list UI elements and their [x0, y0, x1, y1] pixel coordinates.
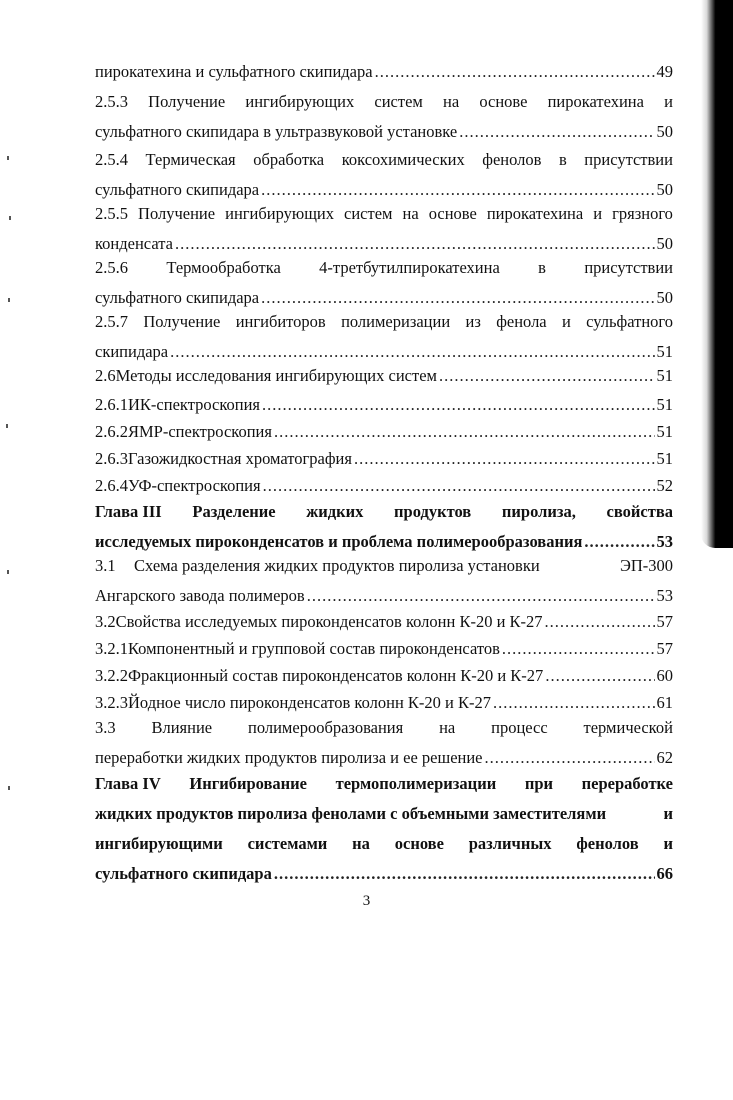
toc-entry-text: ЯМР-спектроскопия	[128, 422, 272, 441]
toc-entry-text: Фракционный состав пироконденсатов колонн К-20 и К-27	[128, 666, 544, 685]
toc-entry: 3.1 Схема разделения жидких продуктов пиролиза установки ЭП-300 Ангарского завода полимеров ..... 53	[95, 556, 673, 606]
toc-entry-text: Компонентный и групповой состав пироконденсатов	[128, 639, 500, 658]
toc-section-number: 2.6.4	[95, 476, 128, 495]
toc-entry-text: пирокатехина и сульфатного скипидара	[95, 62, 373, 81]
chapter-label: Глава IV	[95, 774, 161, 793]
toc-entry-text: сульфатного скипидара в ультразвуковой установке	[95, 122, 458, 141]
toc-entry	[95, 476, 673, 496]
scan-speck	[7, 570, 9, 574]
dot-leader	[502, 639, 655, 659]
toc-entry-text: скипидара	[95, 342, 169, 361]
toc-section-number: 3.1	[95, 556, 116, 575]
toc-page-number: 62	[656, 748, 673, 767]
toc-section-number: 2.6.1	[95, 395, 128, 414]
toc-page-number: 50	[656, 122, 673, 141]
toc-entry-text: сульфатного скипидара	[95, 288, 260, 307]
toc-page-number: 53	[656, 532, 673, 551]
toc-entry-text: Методы исследования ингибирующих систем	[115, 366, 437, 385]
dot-leader	[262, 395, 654, 415]
scan-speck	[7, 156, 9, 160]
toc-page-number: 53	[656, 586, 673, 605]
dot-leader	[545, 612, 655, 632]
dot-leader	[307, 586, 655, 606]
dot-leader	[175, 234, 655, 254]
toc-section-number: 2.5.4	[95, 150, 128, 169]
toc-section-number: 3.3	[95, 718, 116, 737]
toc-page-number: 50	[656, 234, 673, 253]
toc-page-number: 61	[656, 693, 673, 712]
dot-leader	[375, 62, 655, 82]
dot-leader	[493, 693, 655, 713]
dot-leader	[354, 449, 655, 469]
toc-section-number: 3.2	[95, 612, 116, 631]
toc-entry	[95, 666, 673, 686]
scan-edge-shadow	[701, 0, 733, 548]
toc-entry	[95, 62, 673, 82]
toc-entry	[95, 366, 673, 386]
toc-section-number: 3.2.1	[95, 639, 128, 658]
dot-leader	[170, 342, 654, 362]
toc-entry-text: исследуемых пироконденсатов и проблема полимерообразования	[95, 532, 583, 551]
dot-leader	[274, 422, 655, 442]
dot-leader	[274, 864, 655, 884]
toc-section-number: 2.6.3	[95, 449, 128, 468]
toc-entry-text: Йодное число пироконденсатов колонн К-20 и К-27	[128, 693, 491, 712]
toc-entry: 2.5.4 Термическая обработка коксохимических фенолов в присутствии сульфатного скипидара ..... 50	[95, 150, 673, 200]
toc-section-number: 2.5.6	[95, 258, 128, 277]
toc-page-number: 49	[656, 62, 673, 81]
toc-entry-text: конденсата	[95, 234, 173, 253]
toc-entry-text: УФ-спектроскопия	[128, 476, 261, 495]
toc-page-number: 51	[656, 366, 673, 385]
toc-entry-text: Ангарского завода полимеров	[95, 586, 305, 605]
toc-chapter-entry: Глава III Разделение жидких продуктов пиролиза, свойства исследуемых пироконденсатов и проблема полимерообразования ..... 53	[95, 502, 673, 552]
toc-entry-text: сульфатного скипидара	[95, 180, 260, 199]
toc-section-number: 2.6	[95, 366, 116, 385]
toc-entry	[95, 639, 673, 659]
toc-entry-text: ИК-спектроскопия	[128, 395, 261, 414]
scan-speck	[8, 786, 10, 790]
toc-page-number: 51	[656, 395, 673, 414]
toc-entry	[95, 449, 673, 469]
toc-entry	[95, 395, 673, 415]
toc-entry: 3.3 Влияние полимерообразования на процесс термической переработки жидких продуктов пиролиза и ее решение ..... 62	[95, 718, 673, 768]
toc-entry-text: сульфатного скипидара	[95, 864, 272, 883]
toc-page-number: 51	[656, 422, 673, 441]
toc-section-number: 2.5.7	[95, 312, 128, 331]
toc-entry-text: переработки жидких продуктов пиролиза и ее решение	[95, 748, 483, 767]
toc-entry: 2.5.3 Получение ингибирующих систем на основе пирокатехина и сульфатного скипидара в ультразвуковой установке ..... 50	[95, 92, 673, 142]
page-number: 3	[362, 893, 371, 909]
toc-entry: 2.5.5 Получение ингибирующих систем на основе пирокатехина и грязного конденсата ..... 50	[95, 204, 673, 254]
dot-leader	[261, 288, 654, 308]
dot-leader	[459, 122, 654, 142]
dot-leader	[261, 180, 654, 200]
toc-section-number: 2.5.5	[95, 204, 128, 223]
toc-section-number: 3.2.2	[95, 666, 128, 685]
scan-speck	[6, 424, 8, 428]
toc-page-number: 66	[656, 864, 673, 883]
toc-entry: 2.5.7 Получение ингибиторов полимеризации из фенола и сульфатного скипидара ..... 51	[95, 312, 673, 362]
scan-speck	[8, 298, 10, 302]
toc-page-number: 57	[656, 639, 673, 658]
toc-page-number: 50	[656, 180, 673, 199]
toc-entry-text: Газожидкостная хроматография	[128, 449, 352, 468]
toc-entry	[95, 422, 673, 442]
toc-section-number: 2.6.2	[95, 422, 128, 441]
toc-section-number: 2.5.3	[95, 92, 128, 111]
toc-entry: 2.5.6 Термообработка 4-третбутилпирокатехина в присутствии сульфатного скипидара ..... 50	[95, 258, 673, 308]
scan-speck	[9, 216, 11, 220]
toc-page-number: 51	[656, 342, 673, 361]
toc-entry	[95, 612, 673, 632]
toc-chapter-entry: Глава IV Ингибирование термополимеризации при переработке жидких продуктов пиролиза фенолами с объемными заместителями и ингибирующими системами на основе различных фенолов и сульфатного скипидара ..... 66	[95, 774, 673, 884]
toc-page-number: 60	[656, 666, 673, 685]
chapter-label: Глава III	[95, 502, 162, 521]
toc-page-number: 52	[656, 476, 673, 495]
dot-leader	[263, 476, 655, 496]
toc-page-number: 51	[656, 449, 673, 468]
toc-page-number: 57	[656, 612, 673, 631]
dot-leader	[485, 748, 655, 768]
dot-leader	[584, 532, 654, 552]
toc-section-number: 3.2.3	[95, 693, 128, 712]
dot-leader	[545, 666, 654, 686]
toc-entry-text: Свойства исследуемых пироконденсатов колонн К-20 и К-27	[115, 612, 543, 631]
dot-leader	[439, 366, 655, 386]
toc-entry	[95, 693, 673, 713]
toc-page-number: 50	[656, 288, 673, 307]
